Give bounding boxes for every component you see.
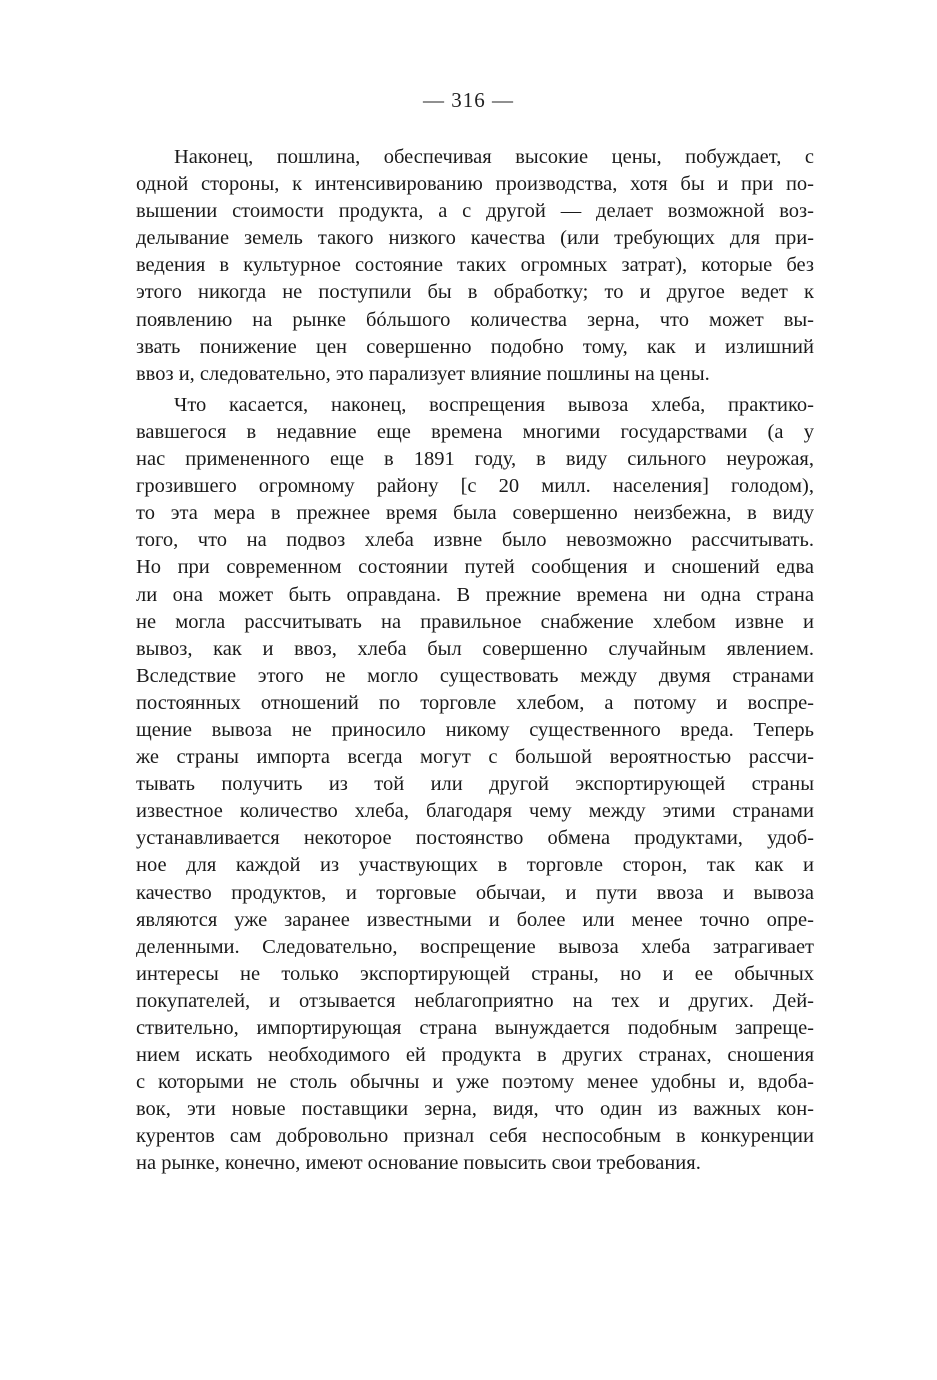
text-line: вавшегося в недавние еще времена многими государствами (а у [136, 420, 814, 443]
text-line: тывать получить из той или другой экспортирующей страны [136, 773, 814, 796]
text-line: постоянных отношений по торговле хлебом, а потому и воспре- [136, 691, 814, 714]
paragraph-1 [136, 144, 814, 388]
text-line: вывоз, как и ввоз, хлеба был совершенно случайным явлением. [136, 637, 814, 660]
text-line: появлению на рынке бóльшого количества зерна, что может вы- [136, 308, 814, 331]
text-line: вок, эти новые поставщики зерна, видя, что один из важных кон- [136, 1098, 814, 1121]
text-line: ствительно, импортирующая страна вынуждается подобным запреще- [136, 1017, 814, 1039]
text-line: являются уже заранее известными и более или менее точно опре- [136, 908, 814, 931]
text-line: на рынке, конечно, имеют основание повысить свои требования. [136, 1152, 701, 1175]
text-line: ввоз и, следовательно, это парализует влияние пошлины на цены. [136, 362, 710, 385]
text-line: грозившего огромному району [с 20 милл. населения] голодом), [136, 475, 814, 498]
text-line: Что касается, наконец, воспрещения вывоза хлеба, практико- [174, 393, 814, 416]
page-number: — 316 — [423, 88, 514, 112]
paragraph-2 [136, 392, 814, 1178]
text-line: того, что на подвоз хлеба извне было невозможно рассчитывать. [136, 529, 814, 552]
text-line: то эта мера в прежнее время была совершенно неизбежна, в виду [136, 502, 814, 525]
text-line: Но при современном состоянии путей сообщения и сношений едва [136, 556, 814, 579]
text-line: деленными. Следовательно, воспрещение вывоза хлеба затрагивает [136, 935, 814, 958]
text-line: курентов сам добровольно признал себя неспособным в конкуренции [136, 1125, 814, 1148]
text-line: звать понижение цен совершенно подобно тому, как и излишний [136, 335, 814, 358]
body-text [136, 144, 814, 1178]
text-line: вышении стоимости продукта, а с другой — делает возможной воз- [136, 200, 814, 223]
text-line: с которыми не столь обычны и уже поэтому менее удобны и, вдоба- [136, 1071, 814, 1094]
text-line: ведения в культурное состояние таких огромных затрат), которые без [136, 254, 814, 277]
text-line: покупателей, и отзывается неблагоприятно на тех и других. Дей- [136, 989, 814, 1012]
text-line: качество продуктов, и торговые обычаи, и пути ввоза и вывоза [136, 881, 814, 904]
text-line: интересы не только экспортирующей страны, но и ее обычных [136, 962, 814, 985]
text-line: ное для каждой из участвующих в торговле сторон, так как и [136, 854, 814, 877]
text-line: же страны импорта всегда могут с большой вероятностью рассчи- [136, 746, 814, 769]
text-line: ли она может быть оправдана. В прежние времена ни одна страна [136, 583, 814, 606]
text-line: нием искать необходимого ей продукта в других странах, сношения [136, 1044, 814, 1067]
text-line: известное количество хлеба, благодаря чему между этими странами [136, 800, 814, 823]
text-line: щение вывоза не приносило никому существенного вреда. Теперь [136, 718, 814, 741]
text-line: делывание земель такого низкого качества (или требующих для при- [136, 227, 814, 250]
text-line: этого никогда не поступили бы в обработку; то и другое ведет к [136, 281, 814, 304]
text-line: устанавливается некоторое постоянство обмена продуктами, удоб- [136, 827, 814, 850]
text-line: Наконец, пошлина, обеспечивая высокие цены, побуждает, с [174, 146, 814, 168]
text-line: Вследствие этого не могло существовать между двумя странами [136, 664, 814, 687]
text-line: нас примененного еще в 1891 году, в виду сильного неурожая, [136, 448, 814, 471]
text-line: одной стороны, к интенсивированию производства, хотя бы и при по- [136, 173, 814, 196]
text-line: не могла рассчитывать на правильное снабжение хлебом извне и [136, 610, 814, 633]
